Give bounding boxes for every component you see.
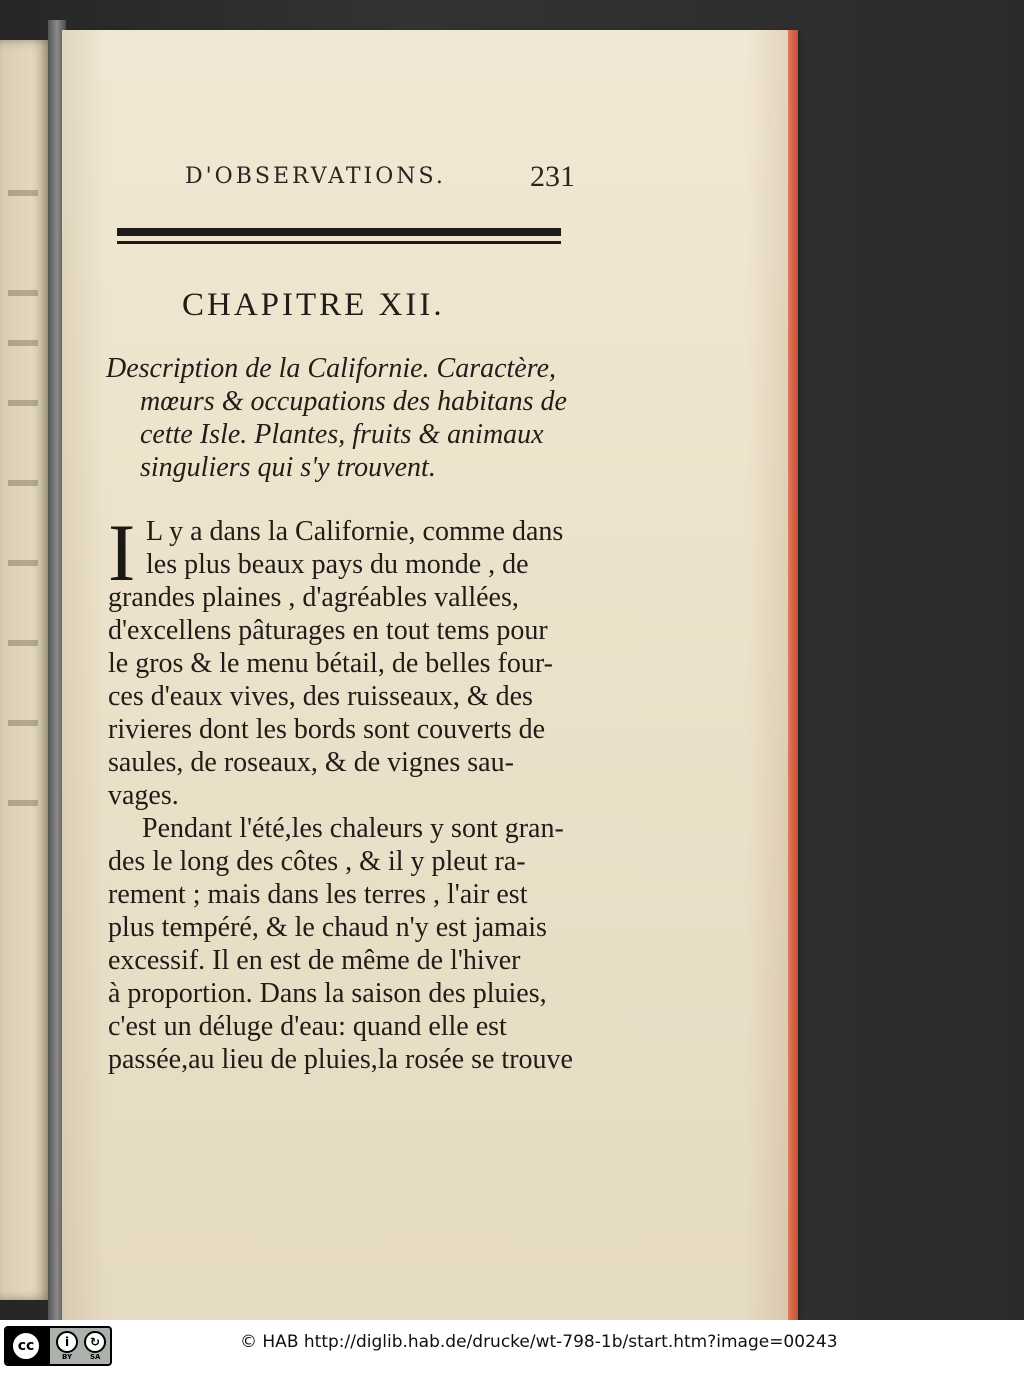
body-line: les plus beaux pays du monde , de <box>146 549 529 580</box>
cc-icon: cc <box>10 1330 42 1362</box>
share-alike-icon: ↻ <box>84 1331 106 1353</box>
facing-page-text-fragment <box>8 480 38 486</box>
body-line: excessif. Il en est de même de l'hiver <box>108 945 521 976</box>
by-label: BY <box>62 1353 73 1361</box>
body-line: des le long des côtes , & il y pleut ra- <box>108 846 526 877</box>
copyright-credit: © HAB http://diglib.hab.de/drucke/wt-798-1b/start.htm?image=00243 <box>240 1332 838 1352</box>
red-page-edge <box>788 30 798 1320</box>
facing-page-text-fragment <box>8 340 38 346</box>
page-number: 231 <box>530 160 575 193</box>
facing-page-text-fragment <box>8 720 38 726</box>
facing-page-text-fragment <box>8 400 38 406</box>
body-line: Pendant l'été,les chaleurs y sont gran- <box>142 813 564 844</box>
body-line: rement ; mais dans les terres , l'air est <box>108 879 528 910</box>
drop-cap: I <box>108 507 136 598</box>
facing-page-text-fragment <box>8 560 38 566</box>
summary-line: Description de la Californie. Caractère, <box>106 353 557 384</box>
chapter-summary <box>106 352 596 484</box>
body-line: d'excellens pâturages en tout tems pour <box>108 615 548 646</box>
facing-page-edge <box>0 40 52 1300</box>
header-rule <box>117 228 561 246</box>
cc-license-badge[interactable] <box>4 1326 112 1366</box>
summary-line: singuliers qui s'y trouvent. <box>140 452 436 483</box>
summary-line: mœurs & occupations des habitans de <box>140 386 567 417</box>
header-rule-thick <box>117 228 561 236</box>
running-title: D'OBSERVATIONS. <box>185 164 446 189</box>
body-line: saules, de roseaux, & de vignes sau- <box>108 747 514 778</box>
header-rule-thin <box>117 241 561 244</box>
body-line: grandes plaines , d'agréables vallées, <box>108 582 519 613</box>
body-line: passée,au lieu de pluies,la rosée se trouve <box>108 1044 573 1075</box>
facing-page-text-fragment <box>8 640 38 646</box>
body-line: le gros & le menu bétail, de belles four- <box>108 648 553 679</box>
body-line: c'est un déluge d'eau: quand elle est <box>108 1011 507 1042</box>
body-line: L y a dans la Californie, comme dans <box>146 516 564 547</box>
body-line: ces d'eaux vives, des ruisseaux, & des <box>108 681 533 712</box>
footer-bar <box>0 1320 1024 1373</box>
body-line: rivieres dont les bords sont couverts de <box>108 714 546 745</box>
body-text <box>108 507 588 1076</box>
summary-line: cette Isle. Plantes, fruits & animaux <box>140 419 544 450</box>
attribution-icon: i <box>56 1331 78 1353</box>
sa-label: SA <box>90 1353 101 1361</box>
body-line: vages. <box>108 780 179 811</box>
running-head <box>185 160 575 200</box>
chapter-heading: CHAPITRE XII. <box>182 287 445 323</box>
facing-page-text-fragment <box>8 800 38 806</box>
facing-page-text-fragment <box>8 290 38 296</box>
body-line: plus tempéré, & le chaud n'y est jamais <box>108 912 547 943</box>
body-line: à proportion. Dans la saison des pluies, <box>108 978 547 1009</box>
facing-page-text-fragment <box>8 190 38 196</box>
